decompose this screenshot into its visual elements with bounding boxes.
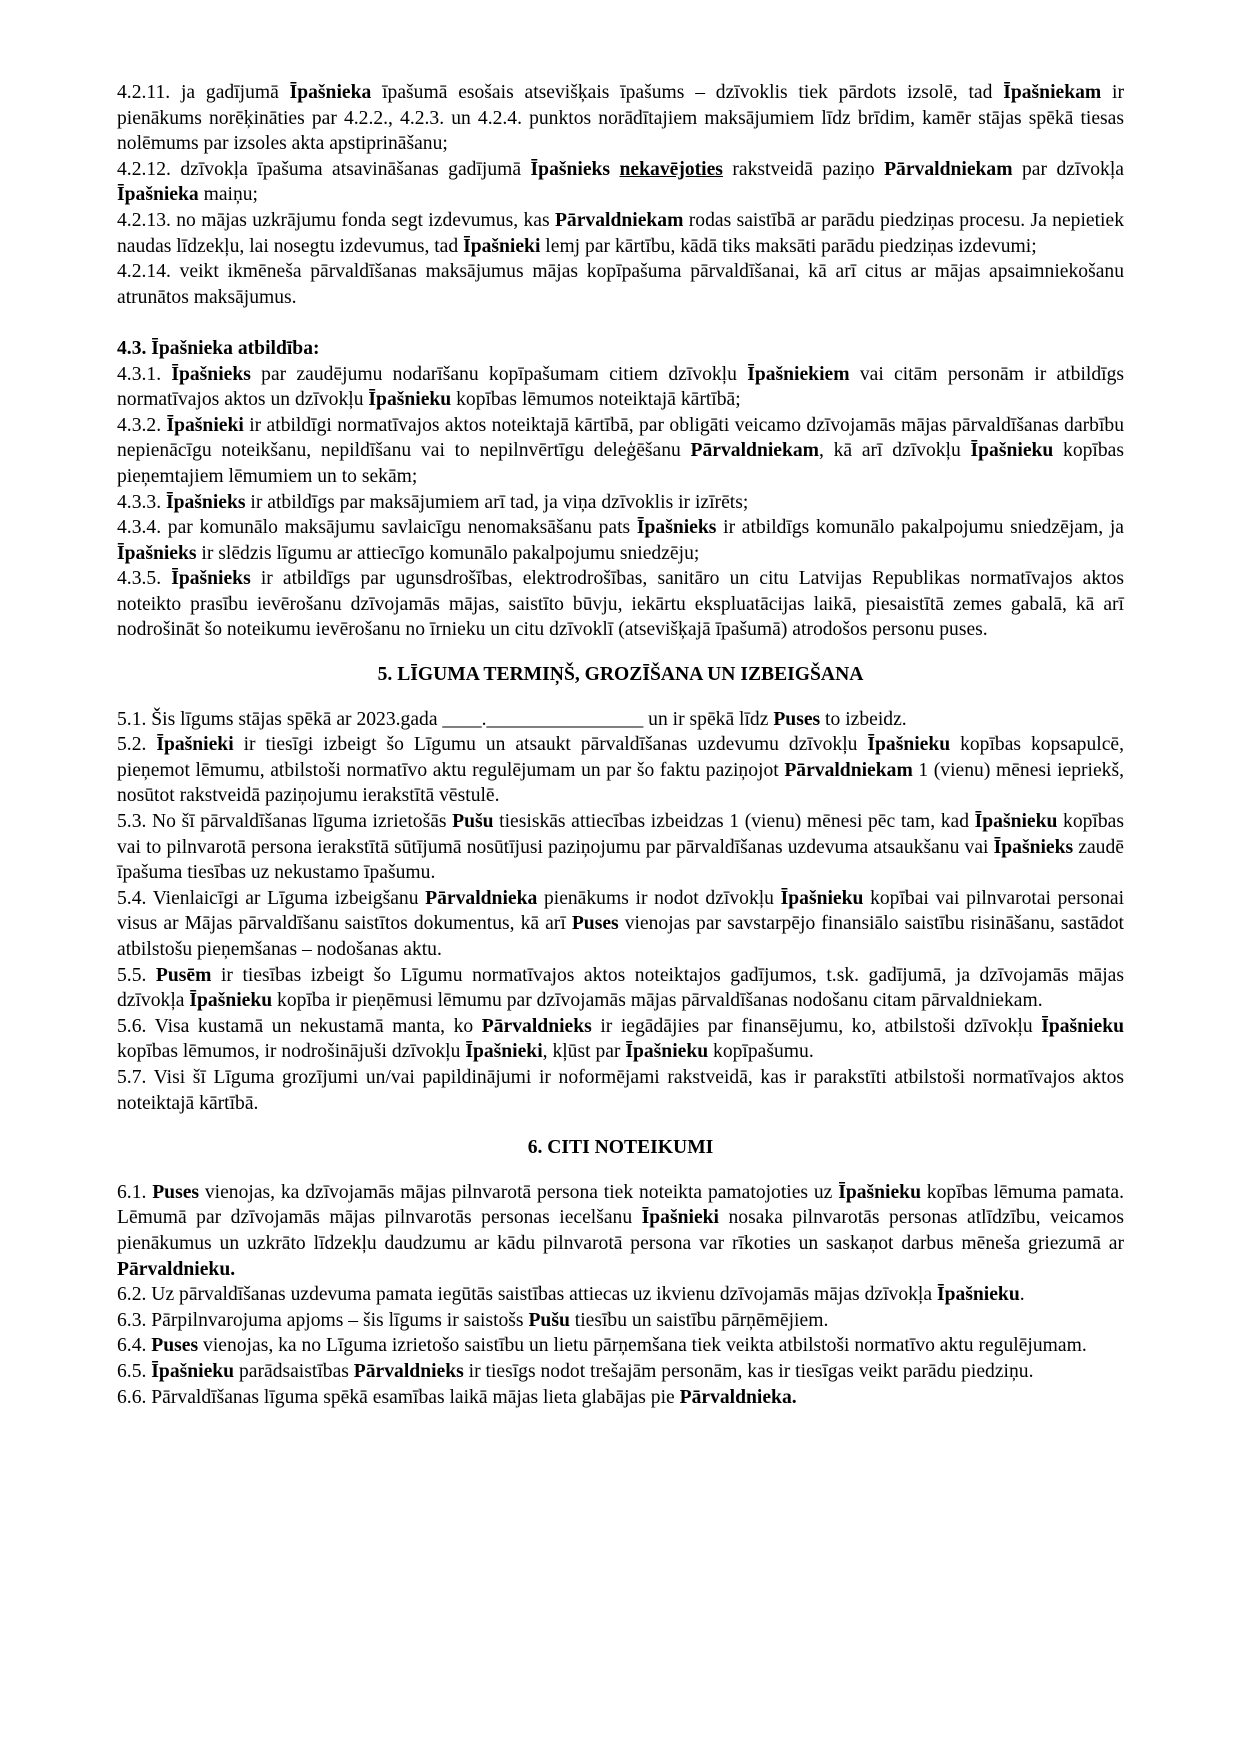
paragraph-text: kopībai vai pilnvarotai personai visus ar Mājas pārvaldīšanu saistītos dokumentus, kā arī [117, 887, 1125, 935]
paragraph-text [610, 159, 619, 180]
paragraph-text: ir atbildīgs par ugunsdrošības, elektrodrošības, sanitāro un citu Latvijas Republikas normatīvajos aktos noteikto prasību ievērošanu dzīvojamās mājas, saistīto būvju, iekārtu ekspluatācijas laikā, piesaistītā zemes gabalā, kā arī nodrošināt šo noteikumu ievērošanu no īrnieku un citu dzīvoklī (atsevišķajā īpašumā) atrodošos personu puses. [117, 568, 1125, 641]
clause-4-2-paragraph [117, 208, 1124, 259]
paragraph-text: kopības lēmumos, ir nodrošinājuši dzīvokļu [117, 1041, 466, 1063]
paragraph-text: kopības lēmuma pamata. Lēmumā par dzīvojamās mājas pilnvarotās personas iecelšanu [117, 1181, 1124, 1229]
bold-term: Īpašnieks [171, 568, 251, 590]
clause-6-paragraph [117, 1180, 1124, 1282]
section-6-title: 6. CITI NOTEIKUMI [527, 1137, 714, 1159]
paragraph-text: kopības vai to pilnvarotā persona ierakstītā sūtījumā nosūtījusi paziņojumu par pārvaldīšanas uzdevuma atsaukšanu vai [117, 811, 1124, 858]
paragraph-text: par dzīvokļa [1012, 158, 1124, 180]
paragraph-text: 6.1. [117, 1181, 153, 1203]
paragraph-text: 4.3.3. [117, 491, 166, 513]
bold-term: Pārvaldnieka [425, 887, 538, 909]
paragraph-text: vienojas par savstarpējo finansiālo saistību risināšanu, sastādot atbilstošu pieņemšanas – nodošanas aktu. [117, 913, 1125, 960]
paragraph-text: 4.3.5. [117, 568, 172, 590]
paragraph-text: ir tiesīgs nodot trešajām personām, kas ir tiesīgas veikt parādu piedziņu. [463, 1360, 1034, 1382]
paragraph-text: lemj par kārtību, kādā tiks maksāti parādu piedziņas izdevumi; [540, 235, 1037, 257]
paragraph-text: ir atbildīgi normatīvajos aktos noteiktajā kārtībā, par obligāti veicamo dzīvojamās mājas pārvaldīšanas darbību nepienācīgu noteikšanu, nepildīšanu vai to nepilnvērtīgu deleģēšanu [117, 414, 1124, 462]
clause-5-paragraph [117, 1065, 1124, 1116]
paragraph-text: parādsaistības [234, 1360, 354, 1382]
paragraph-text: 4.2.13. no mājas uzkrājumu fonda segt izdevumus, kas [117, 209, 555, 231]
paragraph-text: ir tiesības izbeigt šo Līgumu normatīvajos aktos noteiktajos gadījumos, t.sk. gadījumā, ja dzīvojamās mājas dzīvokļa [117, 964, 1124, 1012]
paragraph-text: par zaudējumu nodarīšanu kopīpašumam citiem dzīvokļu [250, 363, 748, 385]
paragraph-text: 5.4. Vienlaicīgi ar Līguma izbeigšanu [117, 887, 426, 909]
paragraph-text: to izbeidz. [820, 708, 907, 730]
bold-term: Īpašnieki [166, 414, 244, 436]
bold-term: Pārvaldnieks [353, 1360, 464, 1382]
paragraph-text: 4.3.2. [117, 414, 167, 436]
paragraph-text: 5.5. [117, 964, 156, 986]
paragraph-text: , kļūst par [542, 1041, 626, 1063]
paragraph-text: rodas saistībā ar parādu piedziņas procesu. Ja nepietiek naudas līdzekļu, lai nosegtu izdevumus, tad [117, 209, 1124, 257]
paragraph-text: tiesiskās attiecības izbeidzas 1 (vienu) mēnesi pēc tam, kad [493, 811, 975, 833]
clause-6-paragraph [117, 1385, 1124, 1411]
paragraph-text: ir pienākums norēķināties par 4.2.2., 4.2.3. un 4.2.4. punktos norādītajiem maksājumiem līdz brīdim, kamēr stājas spēkā tiesas nolēmums par izsoles akta apstiprināšanu; [117, 82, 1125, 155]
bold-term: Pušu [528, 1309, 570, 1331]
bold-term: Īpašnieku [838, 1181, 921, 1203]
bold-term: Pārvaldniekam [784, 759, 913, 781]
document-page [117, 80, 1124, 1410]
clause-5-paragraph [117, 886, 1124, 963]
paragraph-text: 6.4. [117, 1335, 152, 1357]
bold-term: Pārvaldniekam [690, 440, 819, 462]
paragraph-text: 6.6. Pārvaldīšanas līguma spēkā esamības laikā mājas lieta glabājas pie [117, 1386, 680, 1408]
clause-6-paragraph [117, 1282, 1124, 1308]
section-5 [117, 707, 1124, 1117]
bold-term: Pārvaldnieka. [679, 1386, 797, 1408]
bold-term: Pusēm [155, 964, 212, 986]
clause-5-paragraph [117, 1014, 1124, 1065]
bold-term: Īpašnieku [780, 887, 864, 909]
paragraph-text: vai citām personām ir atbildīgs normatīvajos aktos un dzīvokļu [117, 363, 1124, 411]
clause-4-2-paragraph [117, 80, 1124, 157]
paragraph-text: 6.2. Uz pārvaldīšanas uzdevuma pamata iegūtās saistības attiecas uz ikvienu dzīvojamās mājas dzīvokļa [117, 1284, 937, 1306]
bold-term: Puses [773, 708, 821, 730]
bold-term: Pušu [452, 811, 494, 833]
paragraph-text: maiņu; [198, 184, 259, 206]
paragraph-text: . [1019, 1284, 1025, 1306]
bold-term: Puses [151, 1335, 199, 1357]
paragraph-text: nosaka pilnvarotās personas atlīdzību, veicamos pienākumus un uzkrāto līdzekļu daudzumu ar kādu pilnvarotā persona var rīkoties un saskaņot darbus mēneša griezumā ar [117, 1207, 1124, 1254]
bold-term: Pārvaldniekam [884, 158, 1013, 180]
paragraph-text: kopības pieņemtajiem lēmumiem un to sekām; [117, 440, 1124, 487]
bold-term: Īpašnieku [189, 990, 273, 1012]
bold-term: Īpašnieks [171, 363, 251, 385]
clause-4-3-paragraph [117, 413, 1124, 490]
clause-4-3-paragraph [117, 490, 1124, 516]
paragraph-text: 4.3.4. par komunālo maksājumu savlaicīgu nenomaksāšanu pats [117, 517, 637, 539]
bold-term: Īpašniekiem [747, 363, 850, 385]
paragraph-text: vienojas, ka dzīvojamās mājas pilnvarotā persona tiek noteikta pamatojoties uz [199, 1181, 839, 1203]
clause-5-paragraph [117, 963, 1124, 1014]
paragraph-text: kopības lēmumos noteiktajā kārtībā; [451, 389, 741, 411]
paragraph-text: kopīpašumu. [708, 1041, 814, 1063]
paragraph-text: zaudē īpašuma tiesības uz nekustamo īpašumu. [117, 836, 1124, 884]
bold-term: Pārvaldniekam [554, 209, 684, 231]
paragraph-text: 4.2.12. dzīvokļa īpašuma atsavināšanas gadījumā [117, 158, 531, 180]
paragraph-text: pienākums ir nodot dzīvokļu [537, 887, 781, 909]
paragraph-text: kopības kopsapulcē, pieņemot lēmumu, atbilstoši normatīvo aktu regulējumam un par šo faktu paziņojot [117, 734, 1124, 781]
section-4-3-title: 4.3. Īpašnieka atbildība: [117, 337, 320, 359]
paragraph-text: 5.7. Visi šī Līguma grozījumi un/vai papildinājumi ir noformējami rakstveidā, kas ir parakstīti atbilstoši normatīvajos aktos noteiktajā kārtībā. [117, 1066, 1124, 1114]
bold-term: Īpašnieks [636, 517, 717, 539]
bold-term: Īpašnieks [117, 542, 197, 564]
section-4-3 [117, 362, 1124, 644]
clause-5-paragraph [117, 809, 1124, 886]
paragraph-text: kopība ir pieņēmusi lēmumu par dzīvojamās mājas pārvaldīšanas nodošanu citam pārvaldniekam. [272, 990, 1043, 1012]
paragraph-text: ir iegādājies par finansējumu, ko, atbilstoši dzīvokļu [591, 1015, 1042, 1037]
paragraph-text: , kā arī dzīvokļu [819, 440, 971, 462]
paragraph-text: ir atbildīgs par maksājumiem arī tad, ja viņa dzīvoklis ir izīrēts; [245, 491, 749, 513]
spacer [117, 310, 1124, 336]
bold-term: Īpašnieks [993, 836, 1074, 858]
bold-term: Pārvaldnieku. [117, 1258, 236, 1280]
bold-term: Puses [152, 1181, 200, 1203]
bold-term: Īpašnieki [463, 235, 541, 257]
clause-6-paragraph [117, 1308, 1124, 1334]
bold-term: Īpašnieku [368, 389, 452, 411]
paragraph-text: 5.6. Visa kustamā un nekustamā manta, ko [117, 1015, 482, 1037]
clause-4-2-paragraph [117, 259, 1124, 310]
bold-term: Īpašnieku [970, 440, 1054, 462]
clause-6-paragraph [117, 1359, 1124, 1385]
clause-5-paragraph [117, 732, 1124, 809]
paragraph-text: 6.3. Pārpilnvarojuma apjoms – šis līgums ir saistošs [117, 1309, 529, 1331]
bold-term: Īpašnieku [151, 1360, 235, 1382]
clause-4-3-paragraph [117, 515, 1124, 566]
paragraph-text: 5.1. Šis līgums stājas spēkā ar 2023.gada ____.________________ un ir spēkā līdz [117, 708, 774, 730]
clause-5-paragraph [117, 707, 1124, 733]
paragraph-text: 4.2.11. ja gadījumā [117, 82, 290, 103]
bold-term: Puses [571, 913, 619, 935]
paragraph-text: 6.5. [117, 1360, 152, 1382]
paragraph-text: vienojas, ka no Līguma izrietošo saistību un lietu pārņemšana tiek veikta atbilstoši normatīvo aktu regulējumam. [198, 1335, 1087, 1357]
bold-term: Īpašnieku [974, 811, 1058, 833]
section-4-2-continuation [117, 80, 1124, 310]
bold-term: Īpašnieku [867, 734, 951, 756]
bold-term: Īpašniekam [1003, 82, 1102, 103]
paragraph-text: 4.2.14. veikt ikmēneša pārvaldīšanas maksājumus mājas kopīpašuma pārvaldīšanai, kā arī citus ar mājas apsaimniekošanu atrunātos maksājumus. [117, 261, 1124, 308]
bold-term: Īpašnieka [289, 82, 372, 103]
paragraph-text: ir atbildīgs komunālo pakalpojumu sniedzējam, ja [716, 517, 1125, 539]
clause-4-3-paragraph [117, 362, 1124, 413]
paragraph-text: ir tiesīgi izbeigt šo Līgumu un atsaukt pārvaldīšanas uzdevumu dzīvokļu [233, 734, 868, 756]
bold-term: Īpašnieks [530, 158, 611, 180]
bold-term: Īpašnieka [117, 184, 199, 206]
bold-term: Īpašnieki [641, 1207, 719, 1229]
section-5-title: 5. LĪGUMA TERMIŅŠ, GROZĪŠANA UN IZBEIGŠANA [377, 664, 864, 686]
bold-term: Īpašnieki [156, 734, 234, 756]
paragraph-text: 5.3. No šī pārvaldīšanas līguma izrietošās [117, 811, 453, 833]
bold-term: Īpašnieku [936, 1284, 1020, 1306]
clause-4-3-paragraph [117, 566, 1124, 643]
bold-term: Īpašnieku [1041, 1015, 1124, 1037]
paragraph-text: ir slēdzis līgumu ar attiecīgo komunālo pakalpojumu sniedzēju; [196, 542, 700, 564]
paragraph-text: rakstveidā paziņo [722, 158, 885, 180]
paragraph-text: 4.3.1. [117, 363, 172, 385]
clause-4-2-paragraph [117, 157, 1124, 208]
clause-6-paragraph [117, 1333, 1124, 1359]
paragraph-text: īpašumā esošais atsevišķais īpašums – dzīvoklis tiek pārdots izsolē, tad [371, 82, 1004, 103]
bold-term: Īpašnieku [625, 1041, 709, 1063]
paragraph-text: 1 (vienu) mēnesi iepriekš, nosūtot rakstveidā paziņojumu ierakstītā vēstulē. [117, 759, 1124, 807]
bold-term: Pārvaldnieks [481, 1015, 592, 1037]
section-6 [117, 1180, 1124, 1410]
bold-term: Īpašnieks [165, 491, 246, 513]
paragraph-text: 5.2. [117, 734, 157, 756]
paragraph-text: tiesību un saistību pārņēmējiem. [569, 1309, 829, 1331]
bold-term: Īpašnieki [465, 1041, 543, 1063]
underlined-term: nekavējoties [619, 158, 723, 180]
